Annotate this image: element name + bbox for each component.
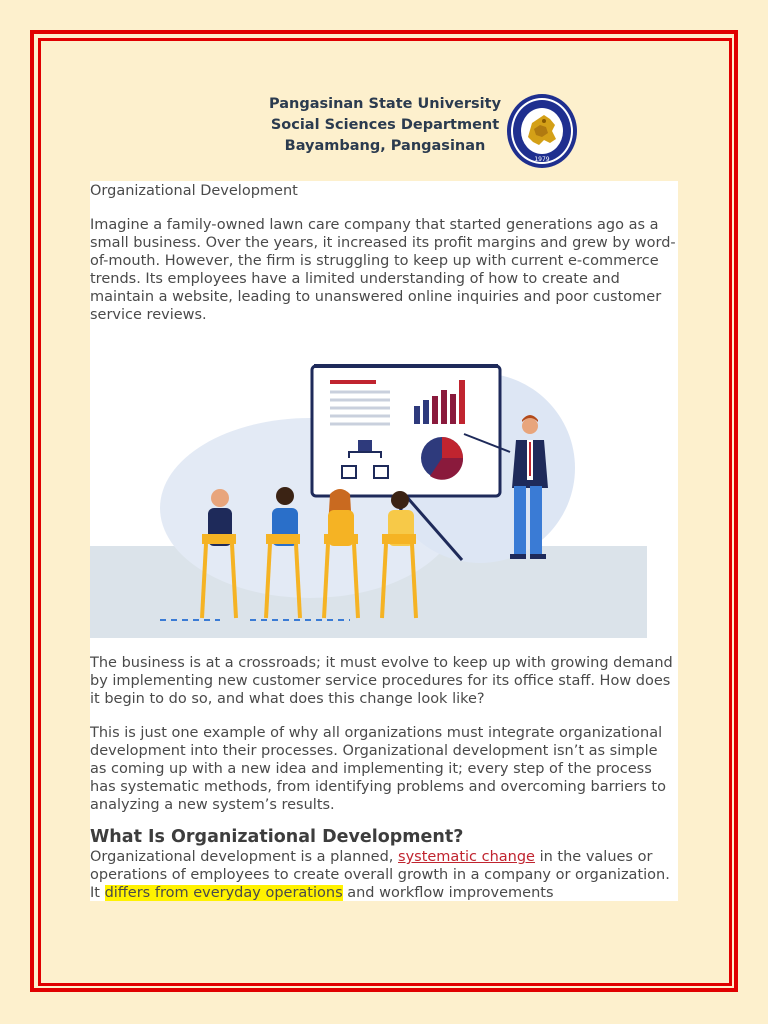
campus-location: Bayambang, Pangasinan bbox=[284, 138, 486, 154]
university-name: Pangasinan State University bbox=[268, 96, 502, 112]
seal-year: 1979 bbox=[534, 156, 550, 163]
definition-text-middle: in the values or operations of employees to create overall growth in a company or organization. It bbox=[90, 849, 670, 901]
university-seal-icon bbox=[506, 93, 578, 169]
highlighted-phrase: differs from everyday operations bbox=[104, 885, 343, 901]
letterhead bbox=[260, 94, 510, 157]
department-name: Social Sciences Department bbox=[270, 117, 500, 133]
definition-text-start: Organizational development is a planned, bbox=[90, 849, 399, 865]
systematic-change-link[interactable]: systematic change bbox=[398, 849, 535, 865]
presentation-illustration bbox=[90, 338, 647, 638]
paragraph-crossroads: The business is at a crossroads; it must evolve to keep up with growing demand by implementing new customer service procedures for its office staff. How does it begin to do so, and what does this change look like? bbox=[90, 655, 673, 707]
paragraph-definition bbox=[90, 848, 678, 901]
document-body bbox=[90, 181, 678, 901]
paragraph-intro: Imagine a family-owned lawn care company that started generations ago as a small business. Over the years, it increased its profit margins and grew by word-of-mouth. However, the firm is struggling to keep up with current e-commerce trends. Its employees have a limited understanding of how to create and maintain a website, leading to unanswered online inquiries and poor customer service reviews. bbox=[90, 217, 676, 323]
definition-text-end: and workflow improvements bbox=[342, 885, 554, 901]
section-heading: What Is Organizational Development? bbox=[90, 827, 464, 847]
paragraph-example: This is just one example of why all organizations must integrate organizational development into their processes. Organizational development isn’t as simple as coming up with a new idea and implementing it; every step of the process has systematic methods, from identifying problems and overcoming barriers to analyzing a new system’s results. bbox=[90, 725, 666, 813]
document-title: Organizational Development bbox=[90, 183, 298, 199]
